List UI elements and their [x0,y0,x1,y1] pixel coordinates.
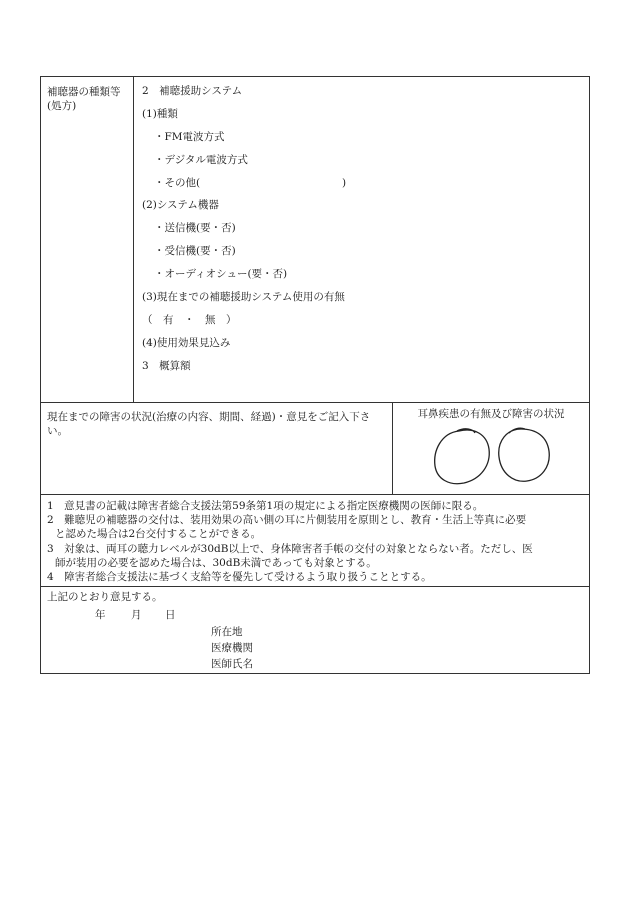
month-label: 月 [131,609,142,621]
notes-section [41,495,589,587]
usage-yes-no: （ 有 ・ 無 ） [142,314,237,326]
hearing-aid-type-label [41,77,134,402]
left-ear-icon [435,429,490,484]
note-3: 3 対象は、両耳の聴力レベルが30dB以上で、身体障害者手帳の交付の対象とならない者。ただし、医 [47,542,533,555]
option-fm: ・FM電波方式 [154,131,225,143]
section-assist-system: 2 補聴援助システム [142,85,243,97]
signature-section [41,587,589,673]
ear-status-title: 耳鼻疾患の有無及び障害の状況 [417,408,565,420]
condition-text: 現在までの障害の状況(治療の内容、期間、経過)・意見をご記入下さい。 [41,403,393,494]
opinion-form [40,76,590,674]
option-digital: ・デジタル電波方式 [154,154,248,166]
institution-label: 医療機関 [211,642,253,654]
note-2-continued: と認めた場合は2台交付することができる。 [55,528,262,541]
day-label: 日 [165,609,176,621]
location-label: 所在地 [211,626,243,638]
note-4: 4 障害者総合支援法に基づく支給等を優先して受けるよう取り扱うこととする。 [47,570,432,583]
ear-drawing [429,421,559,491]
item-system-heading: (2)システム機器 [142,199,219,211]
option-other: ・その他( [154,177,201,189]
note-3-continued: 師が装用の必要を認めた場合は、30dB未満であっても対象とする。 [55,556,377,569]
option-audio-shoe: ・オーディオシュー(要・否) [154,268,288,280]
option-other-close: ) [342,177,347,189]
item-usage-history: (3)現在までの補聴援助システム使用の有無 [142,291,345,303]
note-2: 2 難聴児の補聴器の交付は、装用効果の高い側の耳に片側装用を原則とし、教育・生活上等真に必要 [47,514,527,527]
section-estimated-cost: 3 概算額 [142,360,191,372]
label-line-1: 補聴器の種類等 [47,86,121,98]
condition-row [41,403,589,495]
note-1: 1 意見書の記載は障害者総合支援法第59条第1項の規定による指定医療機関の医師に限る。 [47,500,484,512]
right-ear-icon [499,428,550,481]
opinion-statement: 上記のとおり意見する。 [47,591,163,603]
option-transmitter: ・送信機(要・否) [154,222,236,234]
hearing-aid-type-row [41,77,589,403]
item-type-heading: (1)種類 [142,108,178,120]
hearing-aid-type-content [134,77,589,402]
ear-status-cell [393,403,589,494]
item-effect-prospect: (4)使用効果見込み [142,337,231,349]
year-label: 年 [95,609,106,621]
label-line-2: (処方) [47,100,77,113]
option-receiver: ・受信機(要・否) [154,245,236,257]
doctor-name-label: 医師氏名 [211,658,253,670]
